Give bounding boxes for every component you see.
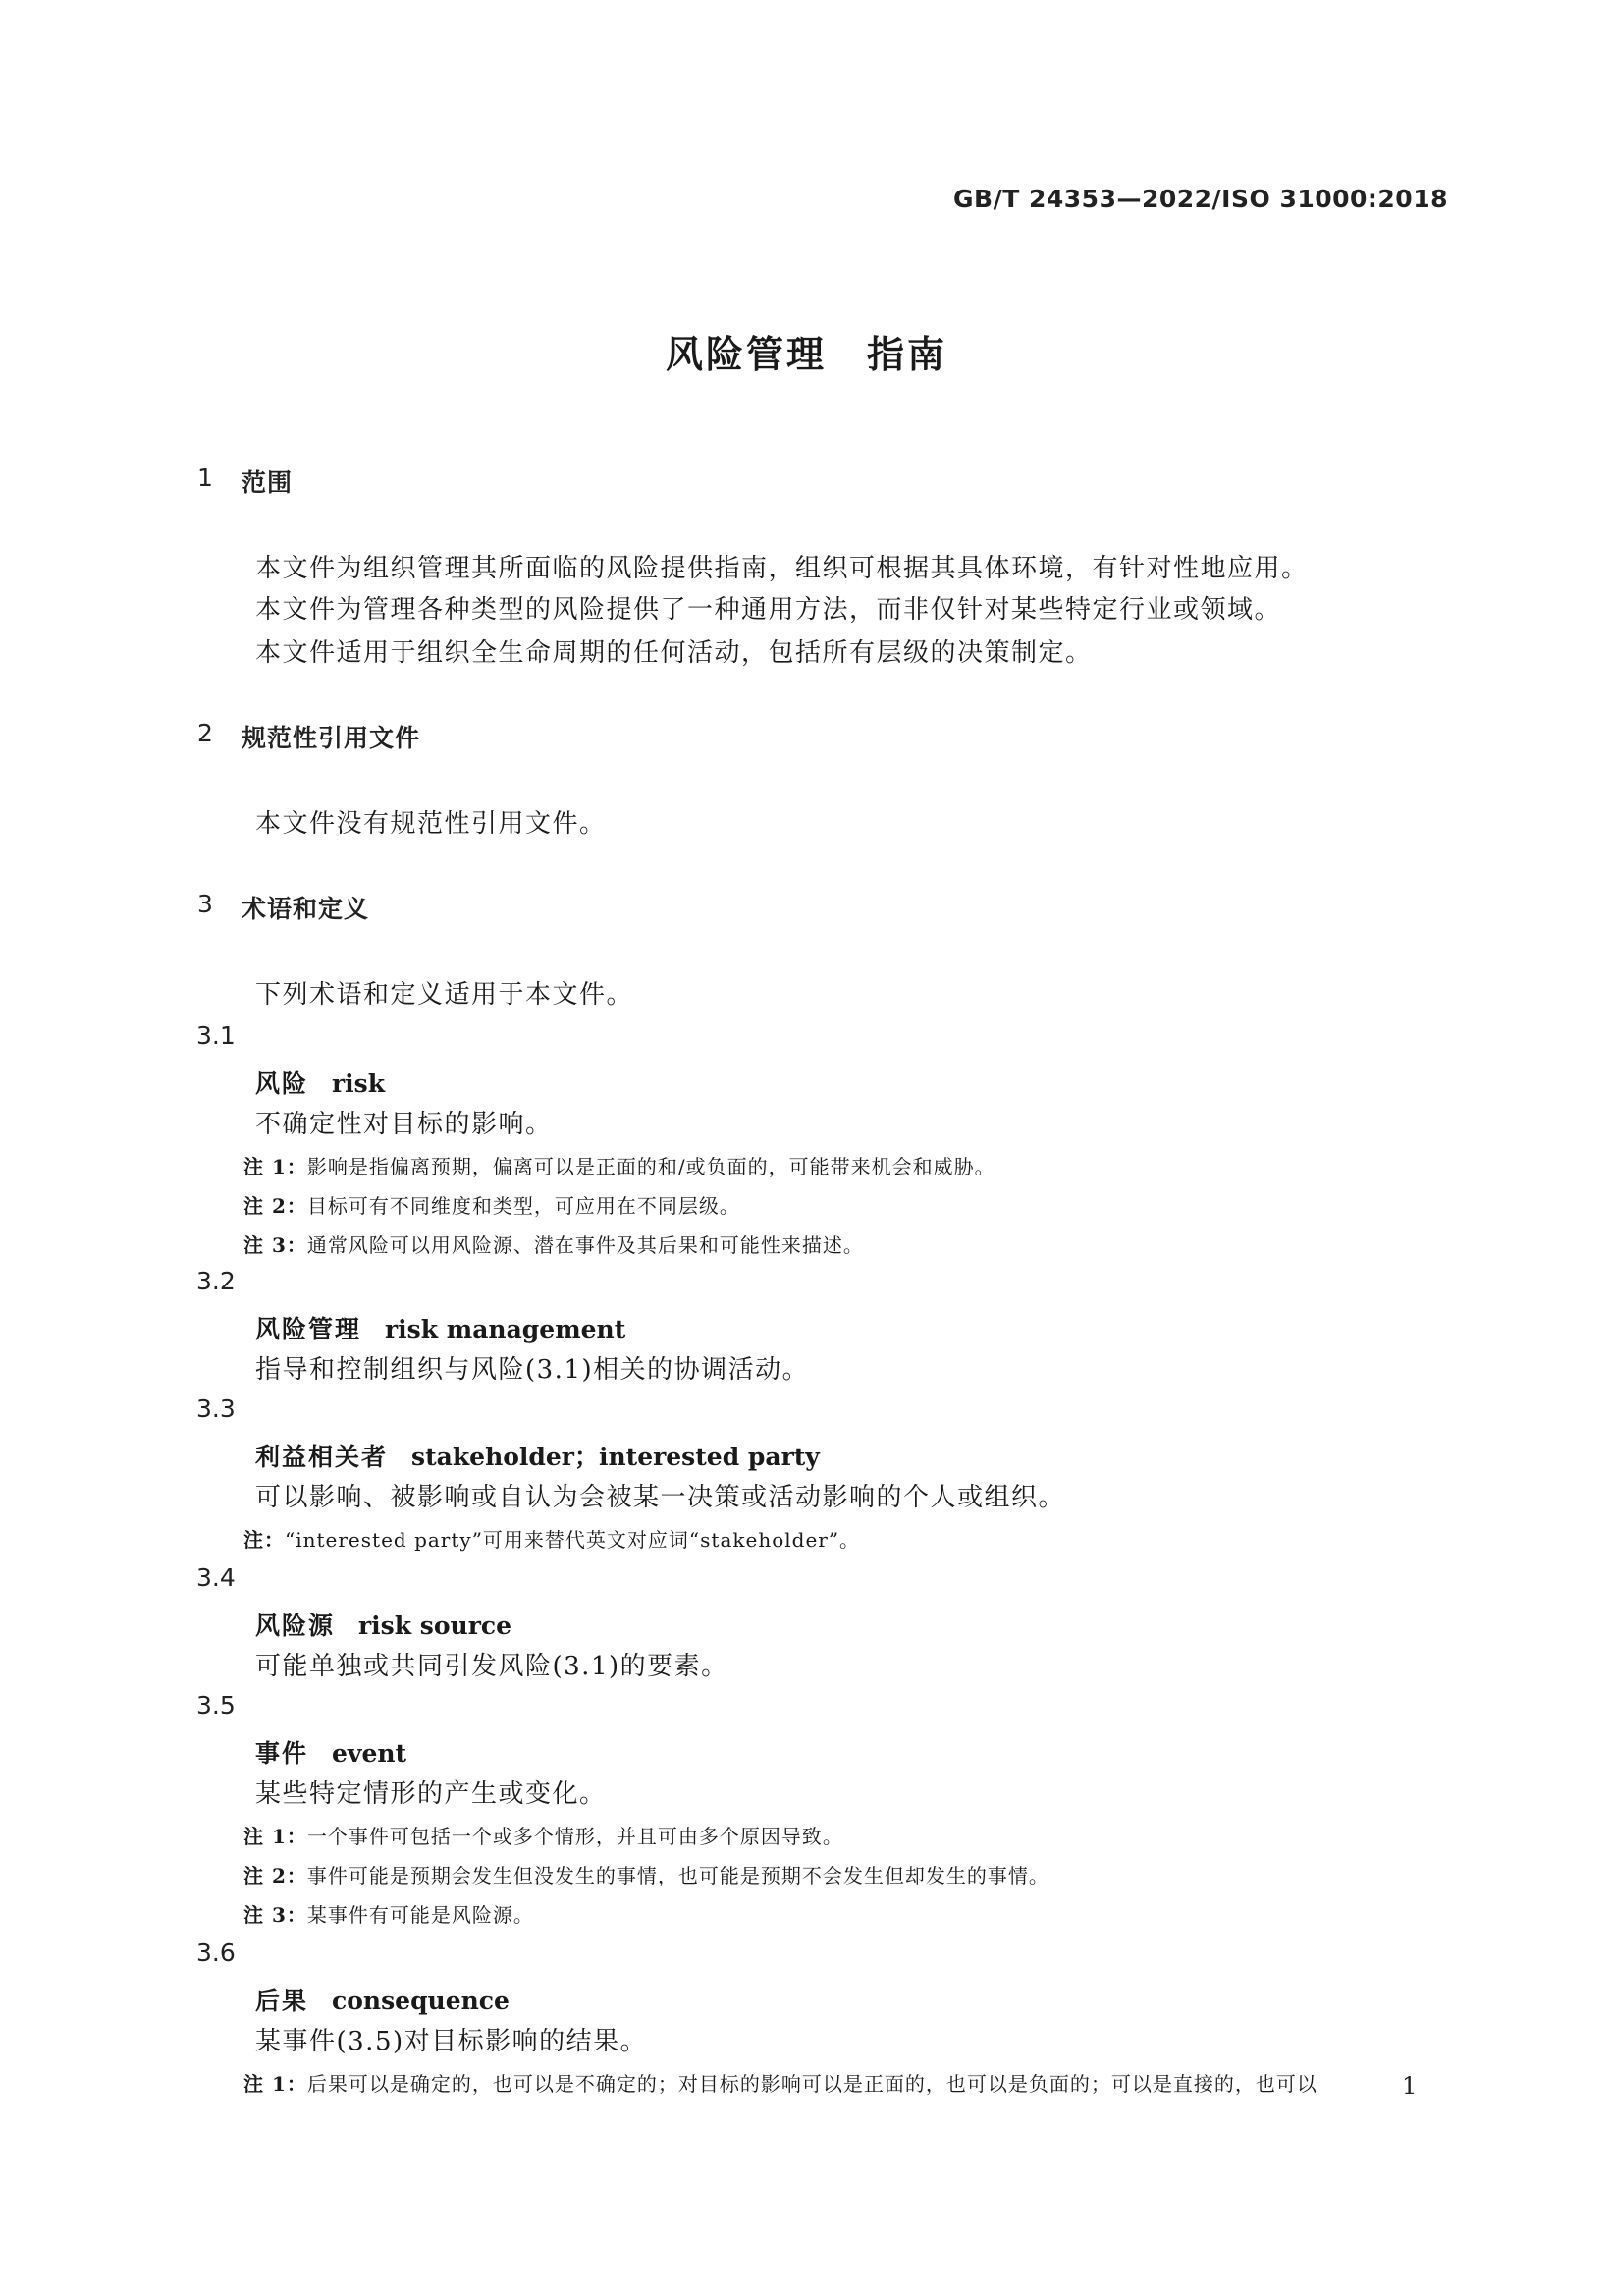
term-3-1-heading — [255, 1065, 385, 1100]
note-text: 一个事件可包括一个或多个情形，并且可由多个原因导致。 — [306, 1825, 843, 1848]
note-label: 注 2： — [243, 1194, 307, 1218]
term-3-3-en: stakeholder；interested party — [411, 1443, 820, 1471]
term-3-3-number: 3.3 — [196, 1394, 236, 1423]
term-3-4-en: risk source — [358, 1612, 512, 1640]
standard-number: GB/T 24353—2022/ISO 31000:2018 — [953, 185, 1448, 213]
term-3-6-note-1 — [243, 2068, 1317, 2097]
note-label: 注 3： — [243, 1233, 307, 1257]
note-label: 注 1： — [243, 1155, 307, 1178]
section-2-title: 规范性引用文件 — [242, 724, 421, 752]
term-3-4-number: 3.4 — [196, 1563, 236, 1592]
term-3-5-note-3 — [243, 1899, 534, 1928]
term-3-4-heading — [255, 1607, 511, 1642]
section-3-title: 术语和定义 — [242, 895, 370, 923]
note-label: 注 3： — [243, 1903, 307, 1927]
term-3-4-definition: 可能单独或共同引发风险(3.1)的要素。 — [255, 1652, 728, 1681]
section-1-paragraph-2: 本文件为管理各种类型的风险提供了一种通用方法，而非仅针对某些特定行业或领域。 — [255, 595, 1282, 625]
term-3-6-number: 3.6 — [196, 1939, 236, 1967]
term-3-5-number: 3.5 — [196, 1691, 236, 1720]
term-3-1-note-3 — [243, 1230, 864, 1258]
term-3-1-en: risk — [332, 1069, 386, 1098]
note-text: 后果可以是确定的，也可以是不确定的；对目标的影响可以是正面的，也可以是负面的；可以是直接的，也可以 — [306, 2072, 1317, 2096]
term-3-5-definition: 某些特定情形的产生或变化。 — [255, 1779, 607, 1809]
section-1-paragraph-1: 本文件为组织管理其所面临的风险提供指南，组织可根据其具体环境，有针对性地应用。 — [255, 554, 1309, 583]
term-3-1-number: 3.1 — [196, 1021, 236, 1050]
term-3-6-heading — [255, 1982, 510, 2017]
term-3-3-zh: 利益相关者 — [255, 1443, 389, 1471]
term-3-2-heading — [255, 1310, 625, 1345]
section-2-number: 2 — [197, 719, 213, 747]
note-label: 注 1： — [243, 1825, 307, 1848]
term-3-6-en: consequence — [332, 1987, 510, 2015]
note-text: “interested party”可用来替代英文对应词“stakeholder”。 — [285, 1528, 861, 1552]
section-2-paragraph-1: 本文件没有规范性引用文件。 — [255, 809, 607, 839]
document-title: 风险管理 指南 — [665, 333, 947, 376]
term-3-6-definition: 某事件(3.5)对目标影响的结果。 — [255, 2027, 648, 2056]
section-3-number: 3 — [197, 890, 213, 918]
note-text: 影响是指偏离预期，偏离可以是正面的和/或负面的，可能带来机会和威胁。 — [306, 1155, 995, 1178]
term-3-3-definition: 可以影响、被影响或自认为会被某一决策或活动影响的个人或组织。 — [255, 1483, 1066, 1512]
term-3-1-zh: 风险 — [255, 1069, 309, 1098]
term-3-5-note-1 — [243, 1821, 843, 1849]
section-1-paragraph-3: 本文件适用于组织全生命周期的任何活动，包括所有层级的决策制定。 — [255, 638, 1093, 668]
section-1-title: 范围 — [242, 468, 294, 497]
term-3-4-zh: 风险源 — [255, 1612, 336, 1640]
term-3-1-note-2 — [243, 1190, 740, 1219]
note-text: 目标可有不同维度和类型，可应用在不同层级。 — [306, 1194, 740, 1218]
term-3-6-zh: 后果 — [255, 1987, 309, 2015]
term-3-5-note-2 — [243, 1860, 1049, 1888]
note-label: 注 2： — [243, 1864, 307, 1887]
note-text: 某事件有可能是风险源。 — [306, 1903, 534, 1927]
term-3-3-note — [243, 1524, 860, 1553]
term-3-5-en: event — [332, 1739, 407, 1768]
term-3-2-en: risk management — [385, 1315, 626, 1343]
note-label: 注： — [243, 1528, 285, 1552]
term-3-2-definition: 指导和控制组织与风险(3.1)相关的协调活动。 — [255, 1355, 810, 1385]
note-label: 注 1： — [243, 2072, 307, 2096]
section-3-paragraph-1: 下列术语和定义适用于本文件。 — [255, 980, 634, 1010]
section-1-number: 1 — [197, 464, 213, 492]
term-3-5-zh: 事件 — [255, 1739, 309, 1768]
term-3-3-heading — [255, 1438, 820, 1473]
page-number: 1 — [1402, 2072, 1418, 2100]
term-3-5-heading — [255, 1734, 406, 1770]
term-3-2-number: 3.2 — [196, 1267, 236, 1295]
note-text: 通常风险可以用风险源、潜在事件及其后果和可能性来描述。 — [306, 1233, 864, 1257]
note-text: 事件可能是预期会发生但没发生的事情，也可能是预期不会发生但却发生的事情。 — [306, 1864, 1049, 1887]
term-3-2-zh: 风险管理 — [255, 1315, 362, 1343]
term-3-1-definition: 不确定性对目标的影响。 — [255, 1110, 553, 1139]
term-3-1-note-1 — [243, 1151, 995, 1179]
